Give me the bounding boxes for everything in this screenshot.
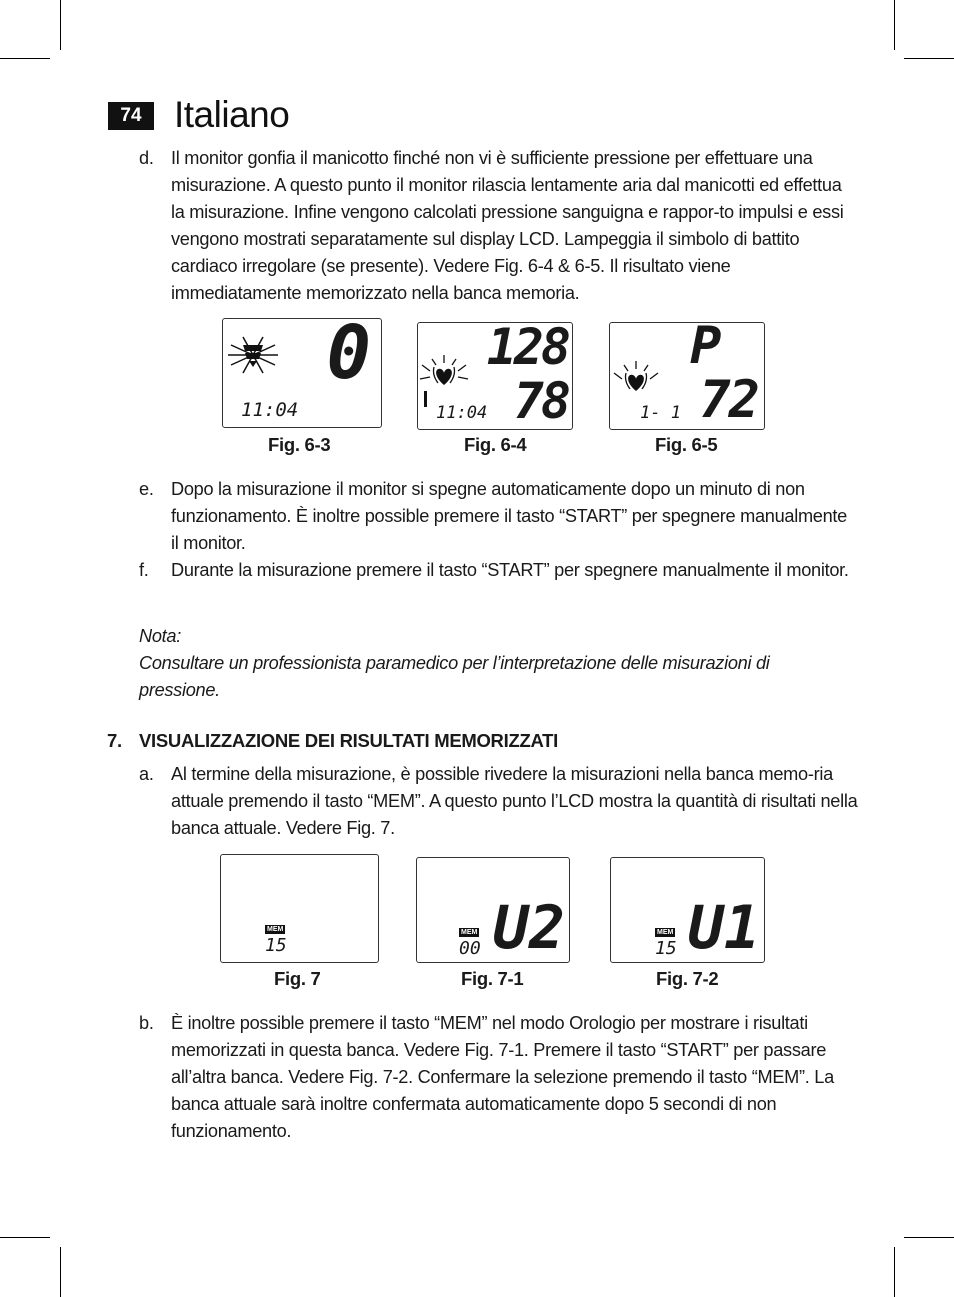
- lcd-systolic: 128: [486, 318, 568, 376]
- item-text: Durante la misurazione premere il tasto “START” per spegnere manualmente il monitor.: [171, 560, 849, 580]
- section-title: VISUALIZZAZIONE DEI RISULTATI MEMORIZZATI: [139, 730, 558, 751]
- crop-mark: [0, 58, 50, 59]
- figure-caption: Fig. 7: [274, 968, 321, 989]
- item-marker: e.: [139, 479, 154, 499]
- item-text: Al termine della misurazione, è possible rivedere la misurazioni nella banca memo-ria attuale premendo il tasto “MEM”. A questo punto l’LCD mostra la quantità di risultati nella banca attuale. Vedere Fig. 7.: [171, 764, 858, 838]
- lcd-bank: U2: [492, 893, 565, 963]
- lcd-pulse-value: 72: [699, 370, 758, 430]
- page-title: Italiano: [174, 94, 290, 135]
- crop-mark: [0, 1237, 50, 1238]
- lcd-pulse-label: P: [690, 316, 722, 376]
- lcd-bank: U1: [687, 893, 760, 963]
- figure-caption: Fig. 6-5: [655, 434, 718, 455]
- crop-mark: [904, 1237, 954, 1238]
- lcd-fig-6-3: [222, 310, 382, 428]
- note-label: Nota:: [139, 626, 181, 646]
- crop-mark: [60, 0, 61, 50]
- figure-caption: Fig. 6-3: [268, 434, 331, 455]
- heart-icon: [436, 369, 452, 385]
- lcd-fig-7: [220, 854, 379, 963]
- list-item-a: [139, 761, 859, 842]
- page-number: 74: [108, 102, 154, 130]
- figure-caption: Fig. 7-1: [461, 968, 524, 989]
- crop-mark: [894, 0, 895, 50]
- lcd-time: 11:04: [241, 399, 299, 421]
- lcd-count: 15: [655, 938, 677, 959]
- item-text: Il monitor gonfia il manicotto finché non vi è sufficiente pressione per effettuare una misurazione. A questo punto il monitor rilascia lentamente aria dal manicotti ed effettua la misurazione. Infine vengono calcolati pressione sanguigna e rappor-to impulsi e essi vengono mostrati separatamente sul display LCD. Lampeggia il simbolo di battito cardiaco irregolare (se presente). Vedere Fig. 6-4 & 6-5. Il risultato viene immediatamente memorizzato nella banca memoria.: [171, 148, 844, 303]
- list-item-f: [139, 557, 859, 584]
- list-item-e: [139, 476, 859, 557]
- item-text: È inoltre possible premere il tasto “MEM” nel modo Orologio per mostrare i risultati memorizzati in questa banca. Vedere Fig. 7-1. Premere il tasto “START” per passare all’altra banca. Vedere Fig. 7-2. Confermare la selezione premendo il tasto “MEM”. La banca attuale sarà inoltre confermata automaticamente dopo 5 secondi di non funzionamento.: [171, 1013, 834, 1141]
- figure-caption: Fig. 7-2: [656, 968, 719, 989]
- figure-caption: Fig. 6-4: [464, 434, 527, 455]
- note-text: Consultare un professionista paramedico per l’interpretazione delle misurazioni di pressione.: [139, 653, 770, 700]
- lcd-count: 15: [265, 935, 287, 956]
- lcd-main-value: 0: [326, 310, 371, 396]
- crop-mark: [904, 58, 954, 59]
- item-text: Dopo la misurazione il monitor si spegne automaticamente dopo un minuto di non funzionamento. È inoltre possible premere il tasto “START” per spegnere manualmente il monitor.: [171, 479, 848, 553]
- lcd-fig-6-5: [609, 316, 765, 430]
- mem-badge: MEM: [461, 929, 478, 936]
- lcd-fig-6-4: [417, 318, 573, 430]
- item-marker: b.: [139, 1013, 154, 1033]
- section-heading: [107, 730, 558, 752]
- item-marker: a.: [139, 764, 154, 784]
- lcd-diastolic: 78: [513, 372, 568, 430]
- heart-icon: [628, 375, 644, 391]
- crop-mark: [894, 1247, 895, 1297]
- mem-badge: MEM: [267, 926, 284, 933]
- lcd-count: 00: [459, 938, 481, 959]
- crop-mark: [60, 1247, 61, 1297]
- lcd-code: 1- 1: [640, 403, 681, 423]
- list-item-b: [139, 1010, 859, 1145]
- item-marker: f.: [139, 560, 149, 580]
- section-number: 7.: [107, 730, 122, 751]
- lcd-time: 11:04: [436, 403, 488, 423]
- item-marker: d.: [139, 148, 154, 168]
- lcd-fig-7-1: [416, 857, 570, 963]
- list-item-d: [139, 145, 859, 307]
- mem-badge: MEM: [657, 929, 674, 936]
- lcd-fig-7-2: [610, 857, 765, 963]
